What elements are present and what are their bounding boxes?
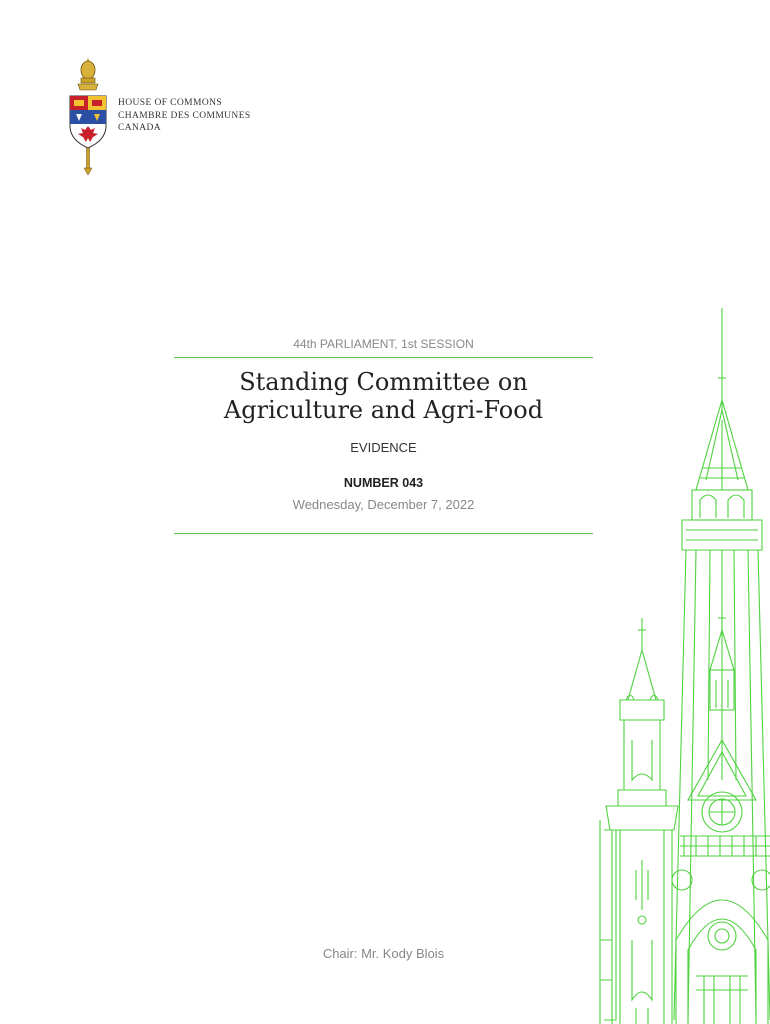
- committee-title-line2: Agriculture and Agri-Food: [223, 396, 544, 424]
- institution-name-en: HOUSE OF COMMONS: [118, 98, 223, 108]
- document-type: EVIDENCE: [350, 440, 417, 455]
- meeting-number: NUMBER 043: [343, 476, 424, 490]
- top-divider: [174, 357, 593, 358]
- institution-name-fr: CHAMBRE DES COMMUNES: [118, 110, 251, 121]
- committee-title: [174, 368, 593, 424]
- peace-tower-illustration: [596, 300, 770, 1024]
- meeting-date: Wednesday, December 7, 2022: [292, 497, 475, 512]
- institution-country: CANADA: [118, 123, 162, 133]
- institution-name: [118, 97, 251, 135]
- bottom-divider: [174, 533, 593, 534]
- committee-chair: Chair: Mr. Kody Blois: [322, 946, 445, 961]
- session-label: 44th PARLIAMENT, 1st SESSION: [293, 337, 474, 351]
- house-of-commons-crest-icon: [66, 56, 110, 176]
- committee-title-line1: Standing Committee on: [239, 368, 528, 396]
